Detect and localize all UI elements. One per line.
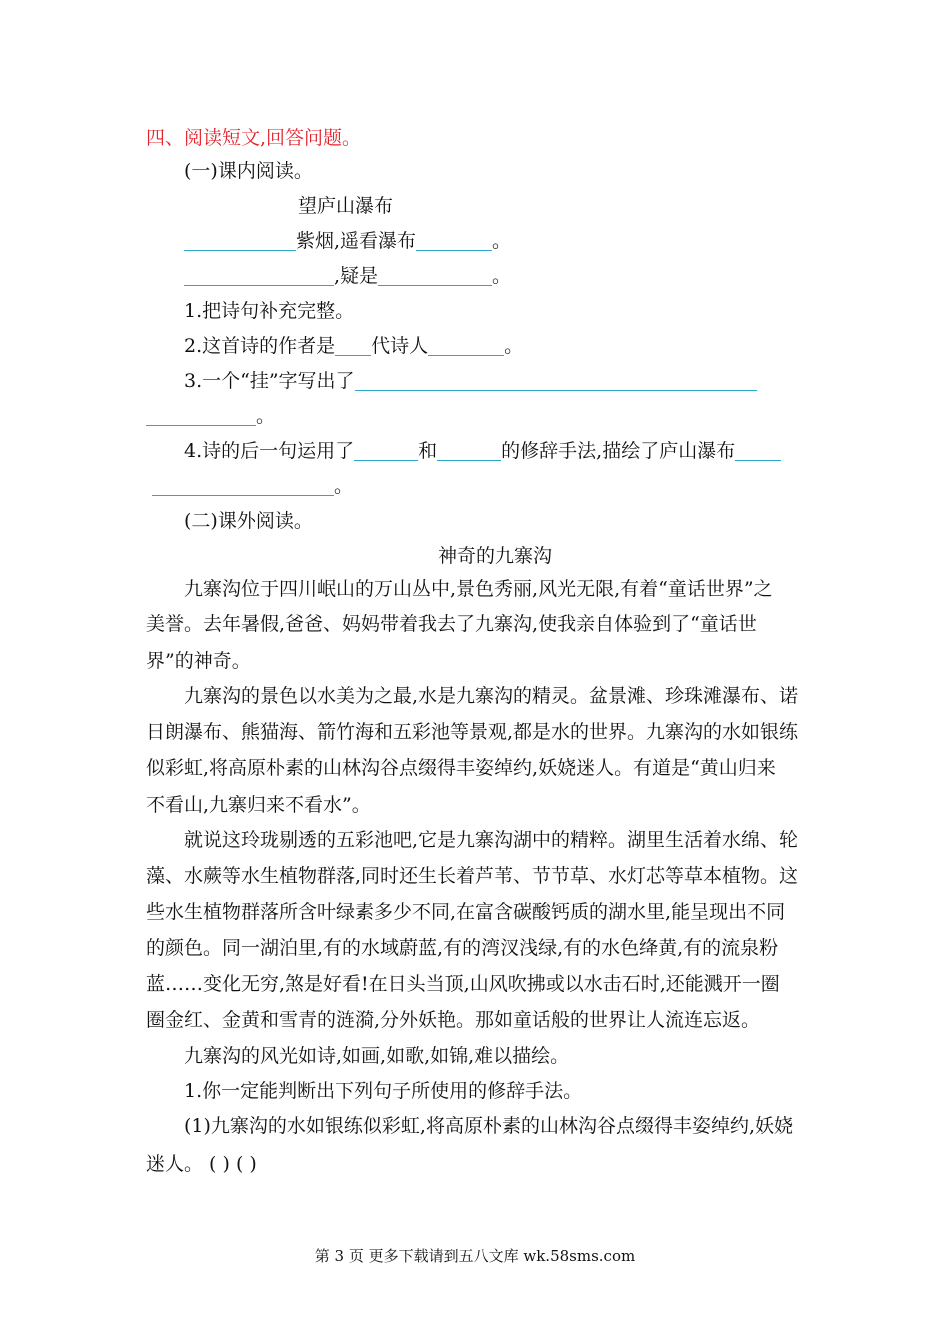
article-title: 神奇的九寨沟: [438, 545, 553, 567]
question-4-text-b: 和: [418, 440, 438, 462]
fill-blank[interactable]: [735, 440, 781, 461]
fill-blank[interactable]: [146, 405, 256, 426]
fill-blank[interactable]: [184, 265, 334, 286]
question-3-end: 。: [256, 405, 276, 427]
fill-blank[interactable]: [152, 475, 334, 496]
article-line: 似彩虹,将高原朴素的山林沟谷点缀得丰姿绰约,妖娆迷人。有道是“黄山归来: [146, 757, 776, 779]
article-line: 九寨沟位于四川岷山的万山丛中,景色秀丽,风光无限,有着“童话世界”之: [184, 578, 773, 600]
question-2: [184, 333, 523, 359]
article-line: 九寨沟的景色以水美为之最,水是九寨沟的精灵。盆景滩、珍珠滩瀑布、诺: [184, 685, 799, 707]
fill-blank[interactable]: [184, 230, 296, 251]
poem-line-1-end: 。: [492, 230, 512, 252]
article-line: 日朗瀑布、熊猫海、箭竹海和五彩池等景观,都是水的世界。九寨沟的水如银练: [146, 721, 799, 743]
page-footer: 第 3 页 更多下载请到五八文库 wk.58sms.com: [314, 1247, 636, 1265]
article-line: 的颜色。同一湖泊里,有的水域蔚蓝,有的湾汊浅绿,有的水色绛黄,有的流泉粉: [146, 937, 779, 959]
poem-line-1-text: 紫烟,遥看瀑布: [296, 230, 417, 252]
question-2-text-b: 代诗人: [371, 335, 429, 357]
question-1: 1.把诗句补充完整。: [184, 300, 355, 322]
question-4: [184, 438, 781, 464]
article-line: 些水生植物群落所含叶绿素多少不同,在富含碳酸钙质的湖水里,能呈现出不同: [146, 901, 786, 923]
question-3-text: 3.一个“挂”字写出了: [184, 370, 355, 392]
part1-label: (一)课内阅读。: [184, 160, 313, 182]
b-question-1-1-answer: 迷人。 ( ) ( ): [146, 1153, 257, 1175]
b-question-1-1: (1)九寨沟的水如银练似彩虹,将高原朴素的山林沟谷点缀得丰姿绰约,妖娆: [184, 1115, 793, 1137]
question-3-continued: [146, 403, 275, 429]
article-line: 九寨沟的风光如诗,如画,如歌,如锦,难以描绘。: [184, 1045, 570, 1067]
poem-line-2-text: ,疑是: [334, 265, 379, 287]
question-4-continued: [152, 473, 353, 499]
article-line: 蓝……变化无穷,煞是好看!在日头当顶,山风吹拂或以水击石时,还能溅开一圈: [146, 973, 780, 995]
fill-blank[interactable]: [335, 335, 371, 356]
b-question-1: 1.你一定能判断出下列句子所使用的修辞手法。: [184, 1080, 583, 1102]
article-line: 美誉。去年暑假,爸爸、妈妈带着我去了九寨沟,使我亲自体验到了“童话世: [146, 613, 757, 635]
poem-line-2-end: 。: [492, 265, 512, 287]
fill-blank[interactable]: [378, 265, 492, 286]
part2-label: (二)课外阅读。: [184, 510, 313, 532]
question-4-end: 。: [334, 475, 354, 497]
article-line: 就说这玲珑剔透的五彩池吧,它是九寨沟湖中的精粹。湖里生活着水绵、轮: [184, 829, 799, 851]
article-line: 界”的神奇。: [146, 650, 251, 672]
poem-line-1: [184, 228, 511, 254]
fill-blank[interactable]: [354, 440, 418, 461]
fill-blank[interactable]: [428, 335, 504, 356]
question-4-text-c: 的修辞手法,描绘了庐山瀑布: [501, 440, 736, 462]
article-line: 藻、水蕨等水生植物群落,同时还生长着芦苇、节节草、水灯芯等草本植物。这: [146, 865, 799, 887]
question-2-text-c: 。: [504, 335, 524, 357]
article-line: 圈金红、金黄和雪青的涟漪,分外妖艳。那如童话般的世界让人流连忘返。: [146, 1009, 761, 1031]
fill-blank[interactable]: [416, 230, 492, 251]
fill-blank[interactable]: [437, 440, 501, 461]
poem-title: 望庐山瀑布: [298, 195, 394, 217]
poem-line-2: [184, 263, 511, 289]
question-2-text-a: 2.这首诗的作者是: [184, 335, 336, 357]
section-heading: 四、阅读短文,回答问题。: [146, 127, 362, 149]
fill-blank[interactable]: [355, 370, 757, 391]
article-line: 不看山,九寨归来不看水”。: [146, 794, 371, 816]
question-4-text-a: 4.诗的后一句运用了: [184, 440, 355, 462]
question-3: [184, 368, 757, 394]
